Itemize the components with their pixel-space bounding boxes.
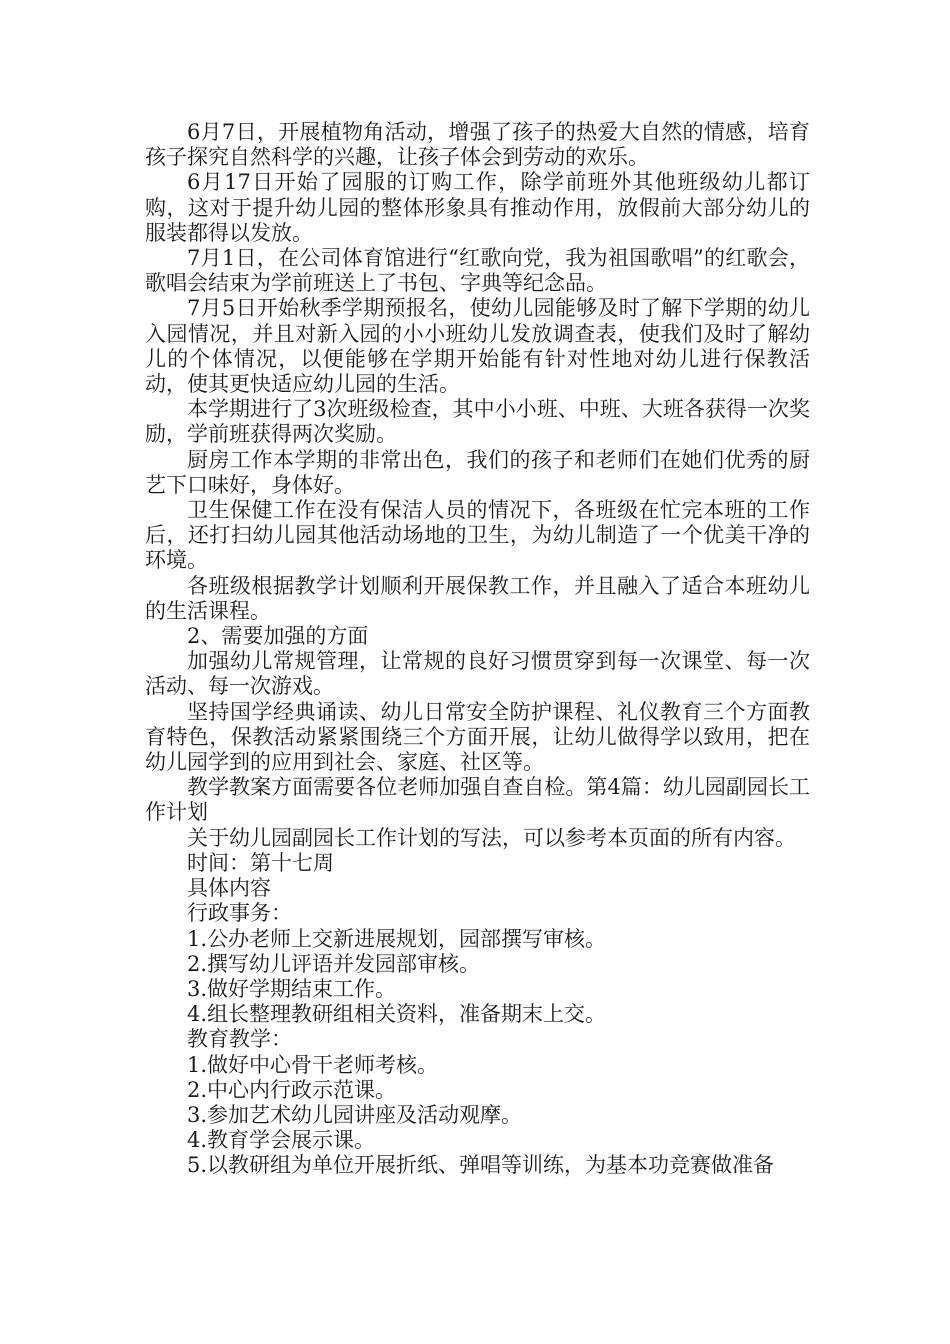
list-item: 2.撰写幼儿评语并发园部审核。 — [187, 951, 481, 976]
paragraph: 6月7日，开展植物角活动，增强了孩子的热爱大自然的情感，培育孩子探究自然科学的兴趣，让孩子体会到劳动的欢乐。 — [145, 120, 810, 170]
time-line: 时间：第十七周 — [187, 850, 334, 875]
paragraph: 加强幼儿常规管理，让常规的良好习惯贯穿到每一次课堂、每一次活动、每一次游戏。 — [145, 649, 810, 699]
content-heading: 具体内容 — [187, 876, 271, 901]
document-page — [145, 120, 810, 1179]
paragraph: 各班级根据教学计划顺利开展保教工作，并且融入了适合本班幼儿的生活课程。 — [145, 573, 810, 623]
list-item: 1.公办老师上交新进展规划，园部撰写审核。 — [187, 926, 607, 951]
list-item: 4.组长整理教研组相关资料，准备期末上交。 — [187, 1002, 607, 1027]
list-item: 3.参加艺术幼儿园讲座及活动观摩。 — [187, 1102, 523, 1127]
list-item: 2.中心内行政示范课。 — [187, 1077, 397, 1102]
list-item: 1.做好中心骨干老师考核。 — [187, 1052, 439, 1077]
paragraph: 卫生保健工作在没有保洁人员的情况下，各班级在忙完本班的工作后，还打扫幼儿园其他活动场地的卫生，为幼儿制造了一个优美干净的环境。 — [145, 498, 810, 573]
paragraph: 7月1日，在公司体育馆进行“红歌向党，我为祖国歌唱”的红歌会，歌唱会结束为学前班送上了书包、字典等纪念品。 — [145, 246, 810, 296]
list-item: 5.以教研组为单位开展折纸、弹唱等训练，为基本功竞赛做准备 — [187, 1153, 775, 1178]
admin-heading: 行政事务： — [187, 901, 292, 926]
list-item: 4.教育学会展示课。 — [187, 1128, 376, 1153]
teaching-heading: 教育教学： — [187, 1027, 292, 1052]
section-heading: 2、需要加强的方面 — [187, 624, 369, 649]
paragraph: 7月5日开始秋季学期预报名，使幼儿园能够及时了解下学期的幼儿入园情况，并且对新入园的小小班幼儿发放调查表，使我们及时了解幼儿的个体情况，以便能够在学期开始能有针对性地对幼儿进行保教活动，使其更快适应幼儿园的生活。 — [145, 296, 810, 397]
paragraph: 关于幼儿园副园长工作计划的写法，可以参考本页面的所有内容。 — [187, 825, 796, 850]
paragraph: 教学教案方面需要各位老师加强自查自检。第4篇：幼儿园副园长工作计划 — [145, 775, 810, 825]
list-item: 3.做好学期结束工作。 — [187, 976, 397, 1001]
paragraph: 本学期进行了3次班级检查，其中小小班、中班、大班各获得一次奖励，学前班获得两次奖励。 — [145, 397, 810, 447]
paragraph: 6月17日开始了园服的订购工作，除学前班外其他班级幼儿都订购，这对于提升幼儿园的整体形象具有推动作用，放假前大部分幼儿的服装都得以发放。 — [145, 170, 810, 245]
paragraph: 坚持国学经典诵读、幼儿日常安全防护课程、礼仪教育三个方面教育特色，保教活动紧紧围绕三个方面开展，让幼儿做得学以致用，把在幼儿园学到的应用到社会、家庭、社区等。 — [145, 699, 810, 775]
paragraph: 厨房工作本学期的非常出色，我们的孩子和老师们在她们优秀的厨艺下口味好，身体好。 — [145, 447, 810, 497]
